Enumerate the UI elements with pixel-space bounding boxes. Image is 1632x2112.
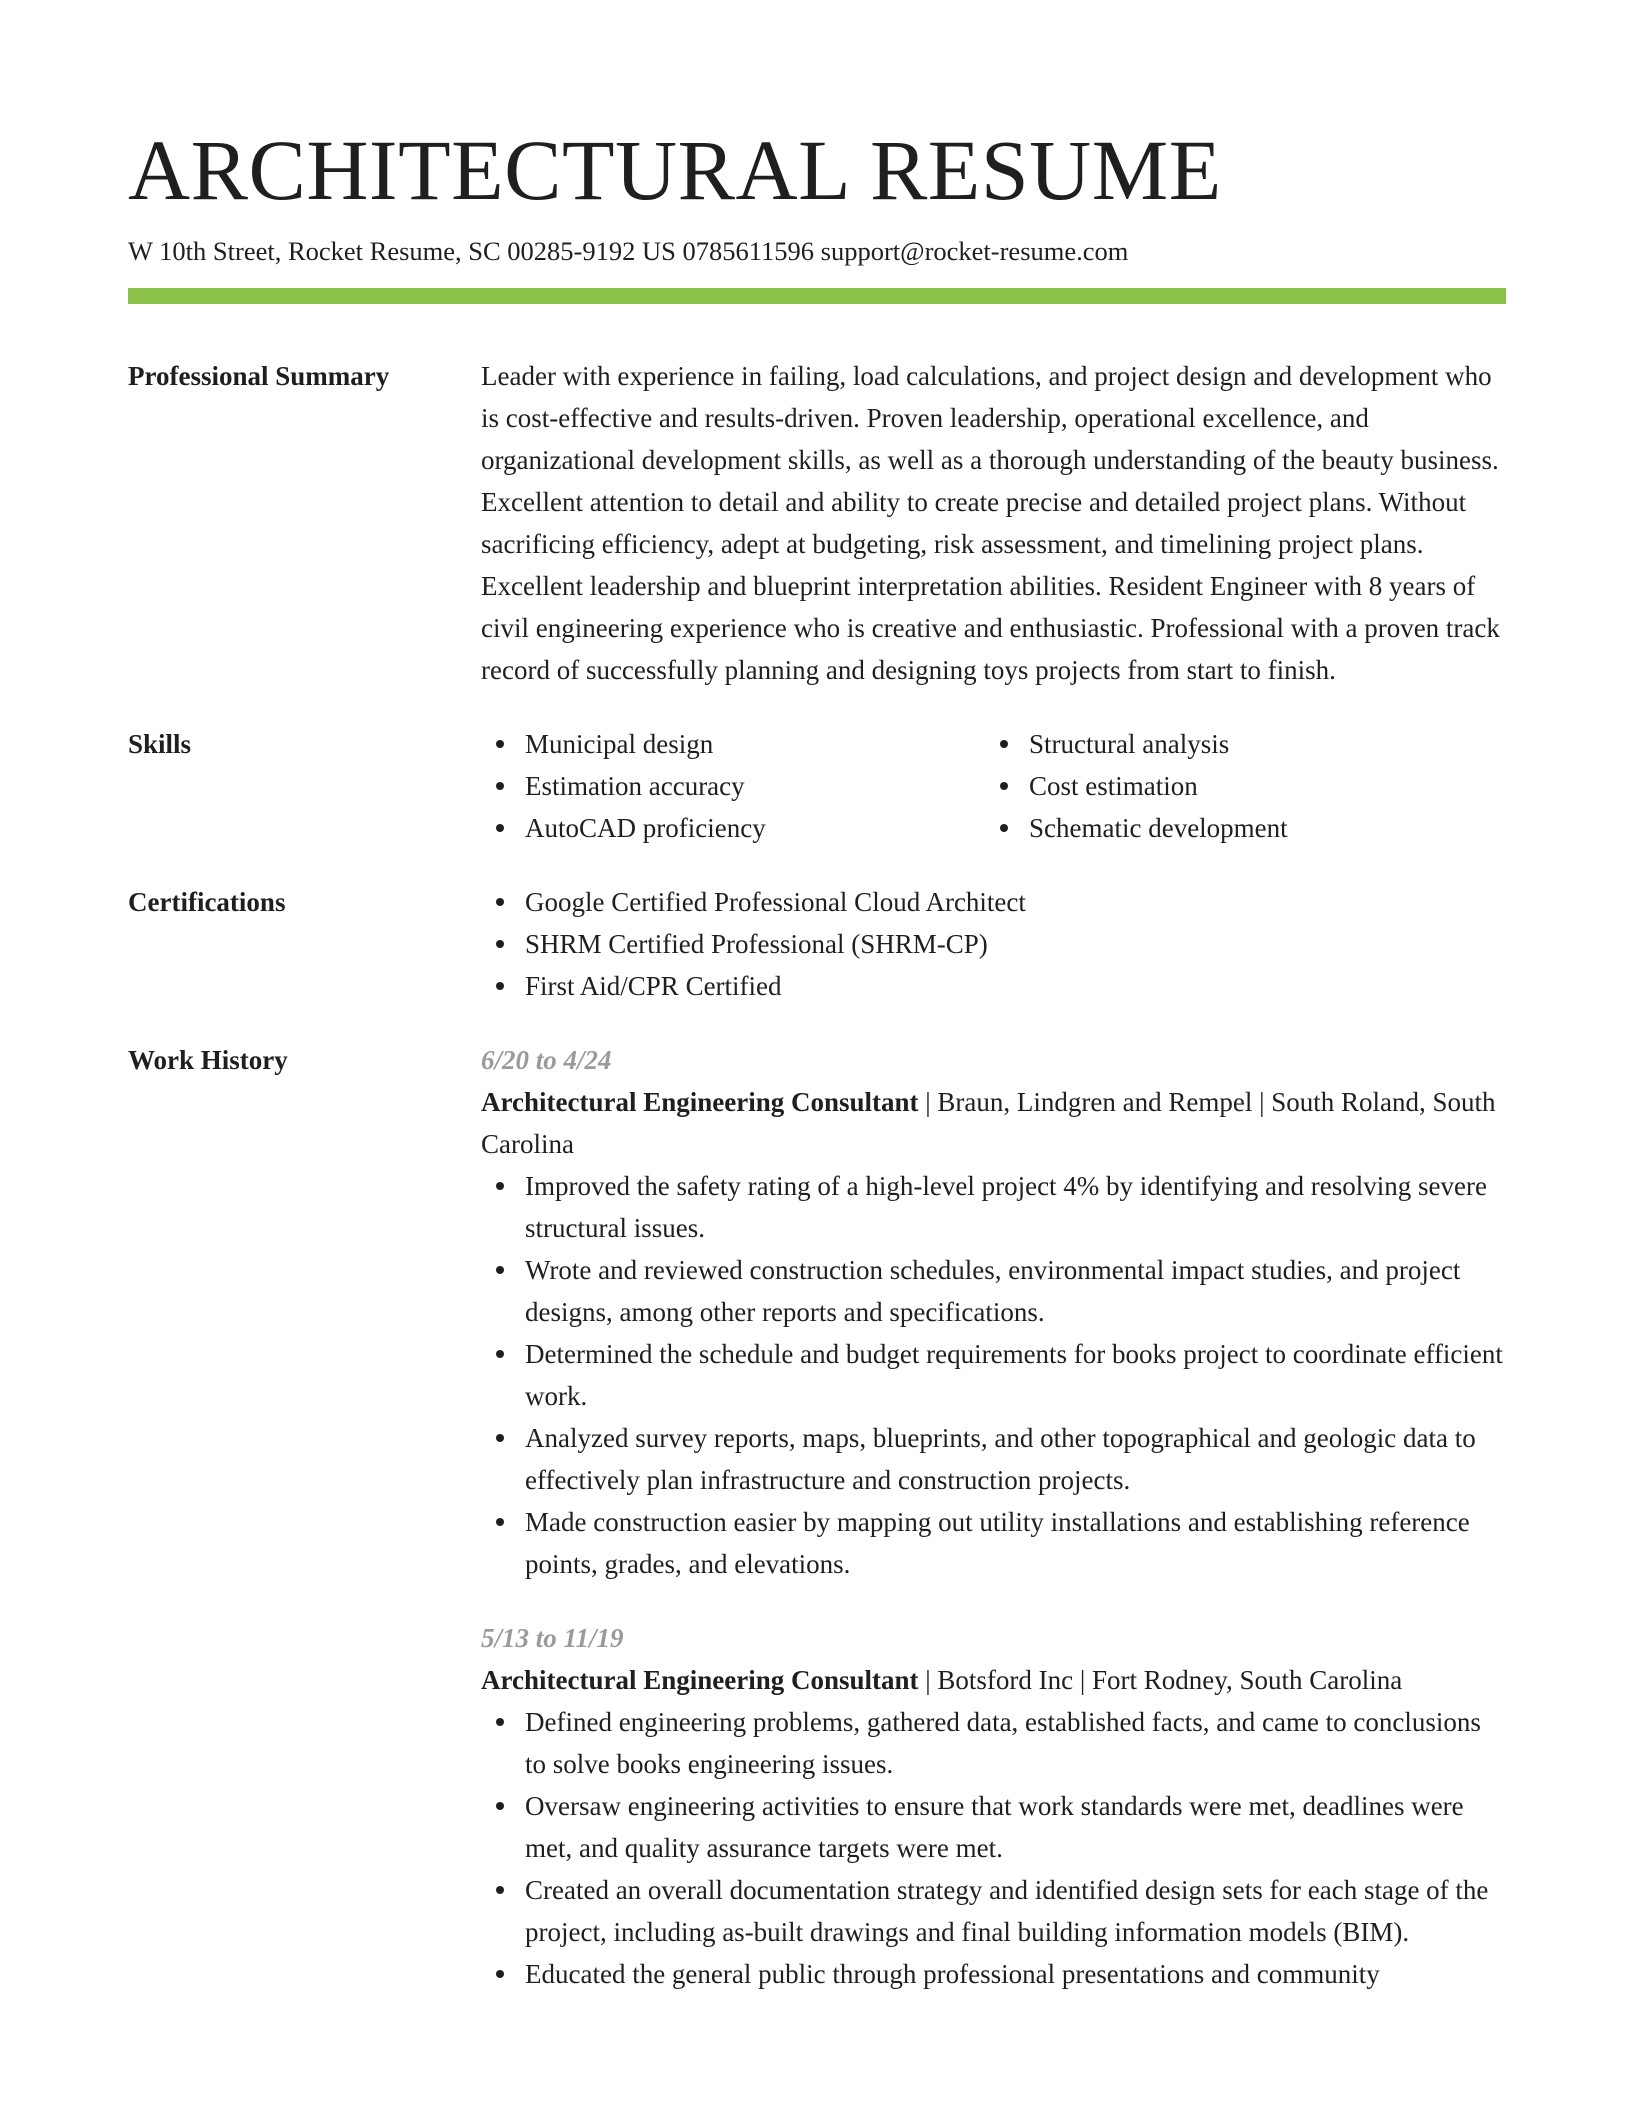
skills-list-left — [481, 723, 985, 849]
job-dates: 5/13 to 11/19 — [481, 1623, 624, 1653]
certification-item: SHRM Certified Professional (SHRM-CP) — [481, 923, 1506, 965]
job-bullet: Defined engineering problems, gathered data, established facts, and came to conclusions to solve books engineering issues. — [481, 1701, 1506, 1785]
skills-list-right — [985, 723, 1489, 849]
job-bullet: Wrote and reviewed construction schedules, environmental impact studies, and project designs, among other reports and specifications. — [481, 1249, 1506, 1333]
job-header — [481, 1081, 1506, 1165]
section-heading: Professional Summary — [128, 361, 390, 391]
skills-section — [128, 723, 1506, 849]
summary-section — [128, 355, 1506, 691]
job-details: | Botsford Inc | Fort Rodney, South Carolina — [918, 1665, 1403, 1695]
accent-divider — [128, 288, 1506, 304]
address: W 10th Street, Rocket Resume, SC 00285-9192 US — [128, 236, 676, 266]
job-bullet: Created an overall documentation strategy and identified design sets for each stage of the project, including as-built drawings and final building information models (BIM). — [481, 1869, 1506, 1953]
resume-page — [128, 120, 1506, 1995]
job-bullet: Made construction easier by mapping out utility installations and establishing reference points, grades, and elevations. — [481, 1501, 1506, 1585]
job-title: Architectural Engineering Consultant — [481, 1087, 919, 1117]
skill-item: Cost estimation — [985, 765, 1489, 807]
certifications-list — [481, 881, 1506, 1007]
job-bullet: Analyzed survey reports, maps, blueprints, and other topographical and geologic data to effectively plan infrastructure and construction projects. — [481, 1417, 1506, 1501]
certification-item: First Aid/CPR Certified — [481, 965, 1506, 1007]
section-heading: Work History — [128, 1045, 288, 1075]
job-entry — [481, 1039, 1506, 1585]
job-bullet: Oversaw engineering activities to ensure that work standards were met, deadlines were met, and quality assurance targets were met. — [481, 1785, 1506, 1869]
section-heading: Skills — [128, 729, 192, 759]
job-title: Architectural Engineering Consultant — [481, 1665, 919, 1695]
job-entry — [481, 1617, 1506, 1995]
job-bullets — [481, 1165, 1506, 1585]
certifications-section — [128, 881, 1506, 1007]
job-bullet: Educated the general public through professional presentations and community — [481, 1953, 1506, 1995]
job-header — [481, 1659, 1506, 1701]
skill-item: Structural analysis — [985, 723, 1489, 765]
job-bullet: Determined the schedule and budget requirements for books project to coordinate efficient work. — [481, 1333, 1506, 1417]
job-bullet: Improved the safety rating of a high-level project 4% by identifying and resolving severe structural issues. — [481, 1165, 1506, 1249]
resume-title: ARCHITECTURAL RESUME — [128, 122, 1222, 218]
skills-grid — [481, 723, 1506, 849]
summary-text: Leader with experience in failing, load calculations, and project design and development who is cost-effective and results-driven. Proven leadership, operational excellence, and organizational development skills, as well as a thorough understanding of the beauty business. Excellent attention to detail and ability to create precise and detailed project plans. Without sacrificing efficiency, adept at budgeting, risk assessment, and timelining project plans. Excellent leadership and blueprint interpretation abilities. Resident Engineer with 8 years of civil engineering experience who is creative and enthusiastic. Professional with a proven track record of successfully planning and designing toys projects from start to finish. — [481, 361, 1500, 685]
phone: 0785611596 — [682, 236, 815, 266]
section-heading: Certifications — [128, 887, 286, 917]
skill-item: Municipal design — [481, 723, 985, 765]
skill-item: Estimation accuracy — [481, 765, 985, 807]
work-history-section — [128, 1039, 1506, 1995]
job-dates: 6/20 to 4/24 — [481, 1045, 612, 1075]
skill-item: AutoCAD proficiency — [481, 807, 985, 849]
certification-item: Google Certified Professional Cloud Architect — [481, 881, 1506, 923]
contact-line — [128, 234, 1506, 268]
job-details: | Braun, Lindgren and Rempel | South Roland, South Carolina — [481, 1087, 1496, 1159]
job-bullets — [481, 1701, 1506, 1995]
email: support@rocket-resume.com — [820, 236, 1129, 266]
skill-item: Schematic development — [985, 807, 1489, 849]
